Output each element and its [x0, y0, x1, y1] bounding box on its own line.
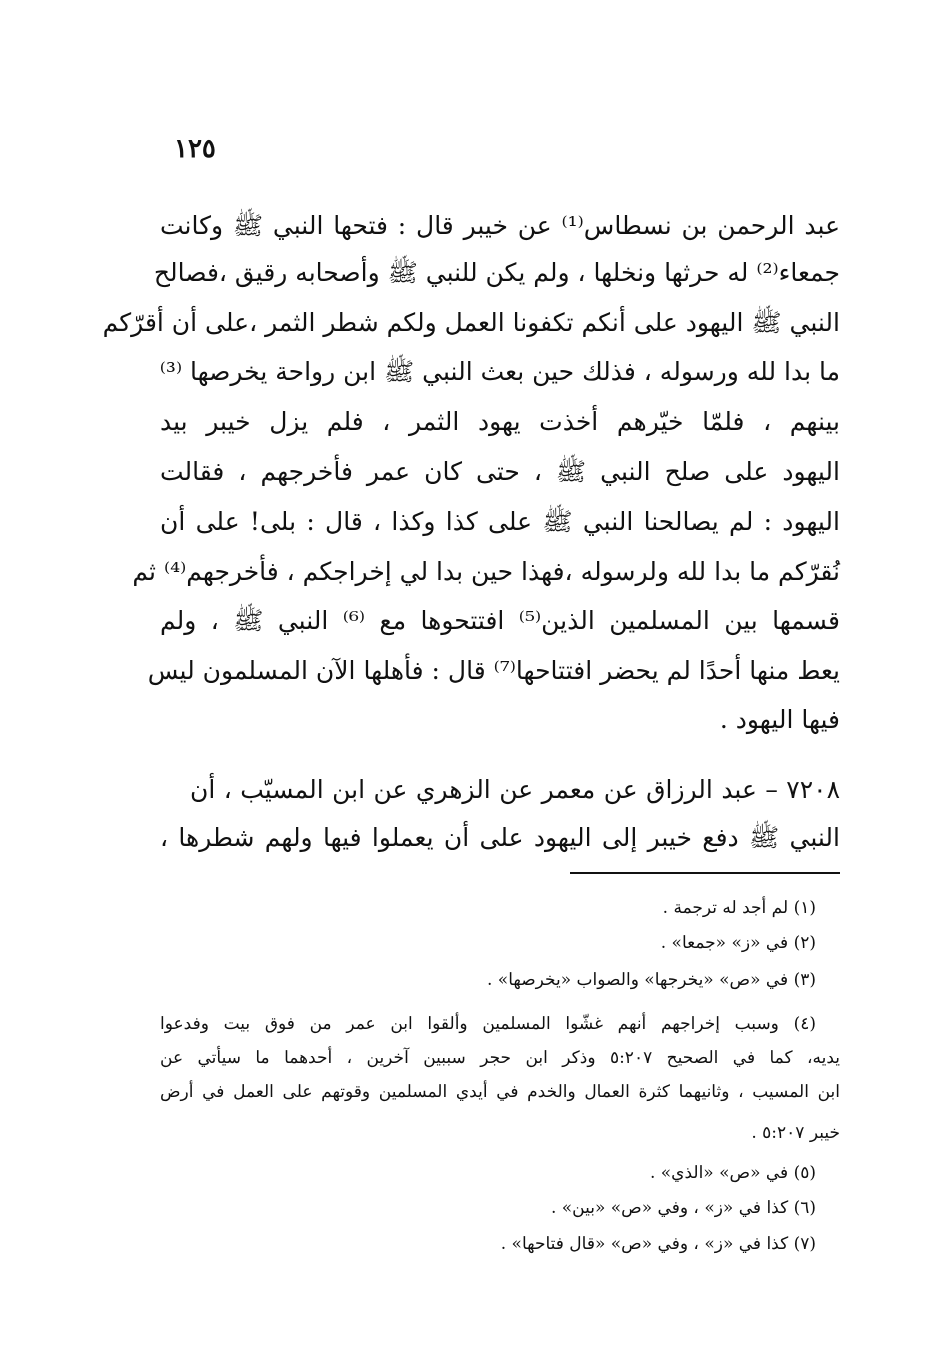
footnote-divider	[570, 872, 840, 874]
text-line: فيها اليهود .	[719, 705, 840, 734]
text-line: النبي ﷺ دفع خيبر إلى اليهود على أن يعملوا فيها ولهم شطرها ،	[160, 823, 840, 852]
footnote: (١) لم أجد له ترجمة .	[662, 898, 816, 918]
footnote: (٤) وسبب إخراجهم أنهم غشّوا المسلمين وألقوا ابن عمر من فوق بيت وفدعوا	[160, 1014, 816, 1034]
footnote: (٣) في «ص» «يخرجها» والصواب «يخرصها» .	[486, 970, 816, 990]
text-line: جمعاء⁽²⁾ له حرثها ونخلها ، ولم يكن للنبي ﷺ وأصحابه رقيق ،فصالح	[153, 258, 840, 287]
text-line: ما بدا لله ورسوله ، فذلك حين بعث النبي ﷺ ابن رواحة يخرصها ⁽³⁾	[159, 357, 840, 386]
footnote: (٥) في «ص» «الذي» .	[649, 1163, 816, 1183]
page-number: ١٢٥	[174, 134, 216, 164]
footnote: (٦) كذا في «ز» ، وفي «ص» «بين» .	[550, 1198, 816, 1218]
footnote-continuation: يديه، كما في الصحيح ٥:٢٠٧ وذكر ابن حجر سببين آخرين ، أحدهما ما سيأتي عن	[160, 1048, 840, 1068]
footnote: (٢) في «ز» «جمعا» .	[660, 933, 816, 953]
text-line: اليهود : لم يصالحنا النبي ﷺ على كذا وكذا ، قال : بلى! على أن	[160, 507, 840, 536]
text-line: عبد الرحمن بن نسطاس⁽¹⁾ عن خيبر قال : فتحها النبي ﷺ وكانت	[160, 211, 840, 240]
text-line: نُقرّكم ما بدا لله ولرسوله ،فهذا حين بدا لي إخراجكم ، فأخرجهم⁽⁴⁾ ثم	[132, 557, 840, 586]
footnote: (٧) كذا في «ز» ، وفي «ص» «قال فتاحها» .	[500, 1234, 816, 1254]
footnote-continuation: خيبر ٥:٢٠٧ .	[751, 1123, 840, 1143]
text-line: قسمها بين المسلمين الذين⁽⁵⁾ افتتحوها مع ⁽⁶⁾ النبي ﷺ ، ولم	[160, 606, 841, 635]
text-line: اليهود على صلح النبي ﷺ ، حتى كان عمر فأخرجهم ، فقالت	[160, 457, 840, 486]
text-line: يعط منها أحدًا لم يحضر افتتاحها⁽⁷⁾ قال : فأهلها الآن المسلمون ليس	[147, 656, 840, 685]
text-line: النبي ﷺ اليهود على أنكم تكفونا العمل ولكم شطر الثمر ،على أن أقرّكم	[102, 308, 840, 337]
hadith-heading-line: ٧٢٠٨ – عبد الرزاق عن معمر عن الزهري عن ابن المسيّب ، أن	[190, 775, 840, 804]
text-line: بينهم ، فلمّا خيّرهم أخذت يهود الثمر ، فلم يزل خيبر بيد	[160, 407, 840, 436]
footnote-continuation: ابن المسيب ، وثانيهما كثرة العمال والخدم في أيدي المسلمين وقوتهم على العمل في أرض	[160, 1082, 840, 1102]
